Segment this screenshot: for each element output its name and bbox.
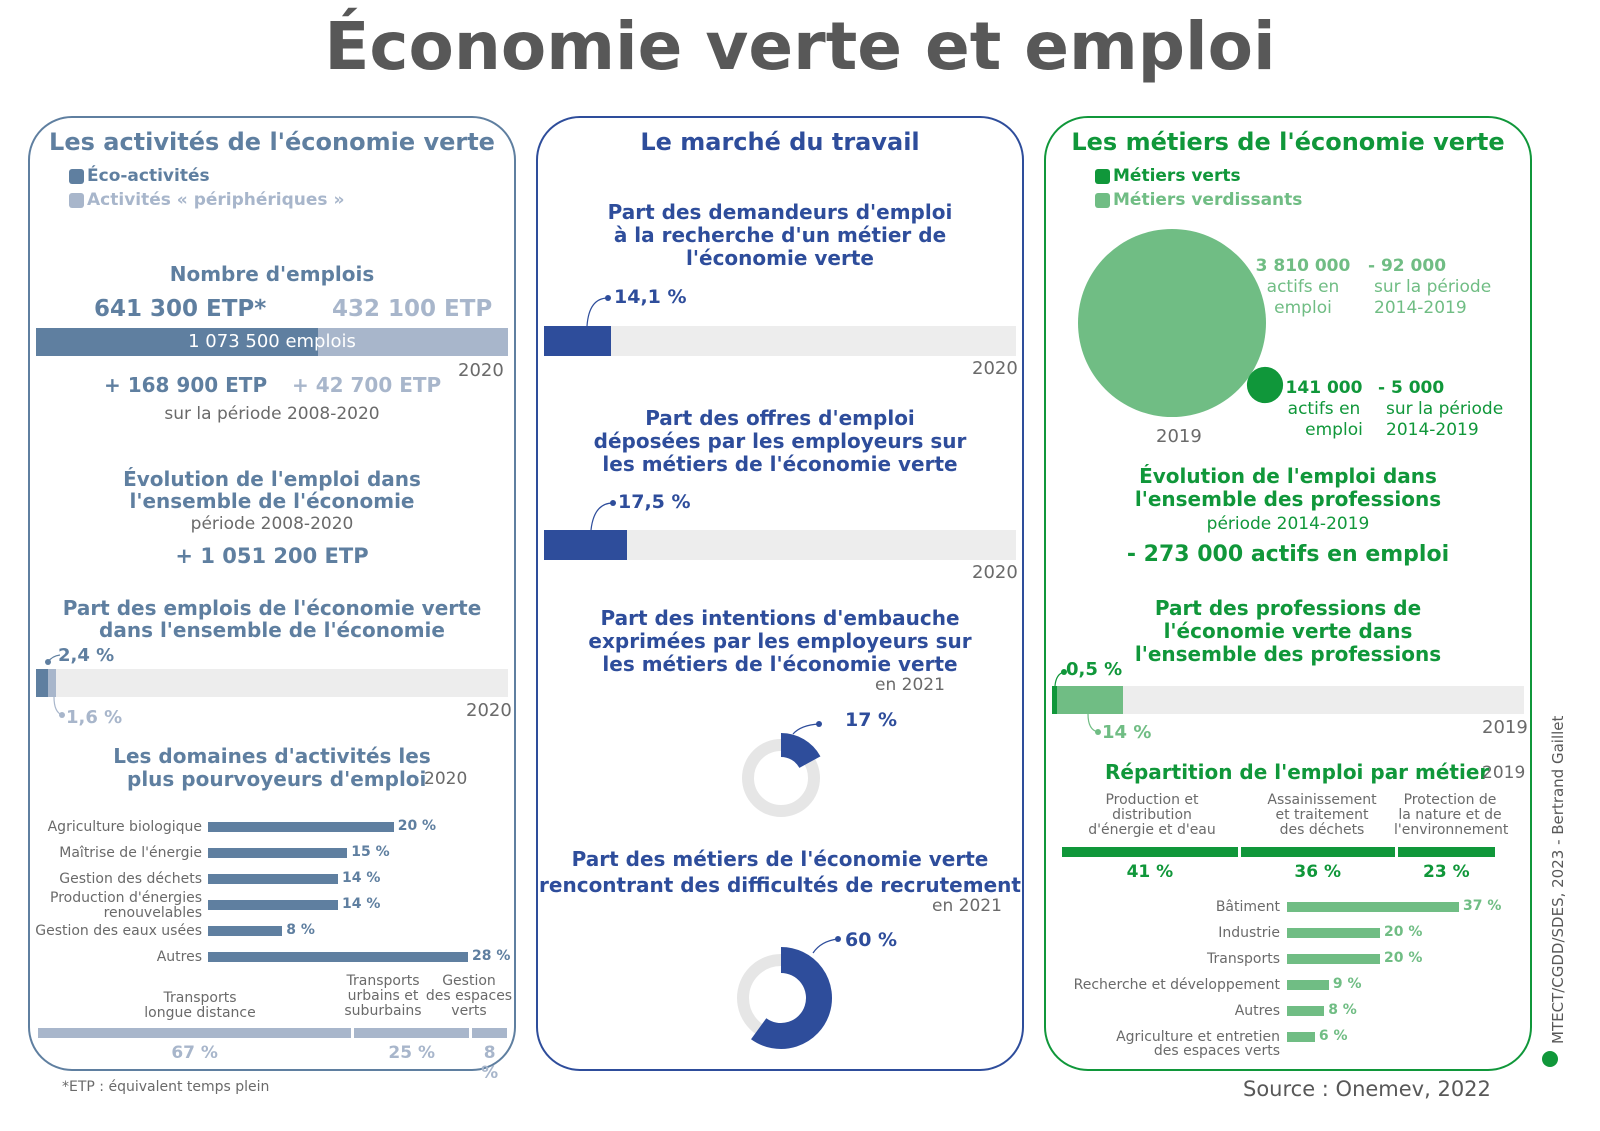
domain-label: Gestion des déchets (59, 871, 202, 887)
domain-label: Maîtrise de l'énergie (59, 845, 202, 861)
r-share-verts-label: 0,5 % (1066, 659, 1123, 680)
domain-value: 14 % (342, 870, 381, 886)
verts-change-l1: sur la période (1386, 399, 1504, 419)
offers-heading-l1: Part des offres d'emploi (645, 406, 915, 430)
share-track (36, 669, 508, 697)
repartition-label-0-l2: distribution (1112, 807, 1192, 823)
middle-title: Le marché du travail (640, 128, 920, 156)
domain-bar (208, 874, 338, 884)
jobs-peri-label: 432 100 ETP (332, 296, 493, 322)
transport-bar (38, 1028, 351, 1038)
legend-verts-label: Métiers verts (1113, 166, 1241, 186)
seekers-year: 2020 (972, 358, 1018, 379)
verts-value: 141 000 (1285, 378, 1363, 398)
sector-value: 9 % (1332, 976, 1362, 992)
transport-label-2-l2: des espaces (425, 988, 513, 1004)
jobs-eco-label: 641 300 ETP* (94, 296, 267, 322)
domains-year: 2020 (424, 769, 468, 789)
evolution-value: + 1 051 200 ETP (175, 544, 369, 568)
repartition-label-2 (1394, 792, 1509, 838)
transport-value: 67 % (171, 1043, 218, 1063)
repartition-label-1-l1: Assainissement (1267, 792, 1377, 808)
jobs-year: 2020 (458, 360, 504, 381)
r-evolution-heading-1: Évolution de l'emploi dans (1139, 464, 1437, 488)
sector-value: 20 % (1383, 950, 1423, 966)
repartition-label-0-l3: d'énergie et d'eau (1088, 822, 1216, 838)
sector-bar (1287, 928, 1380, 938)
transport-label-1-l1: Transports (346, 973, 420, 989)
verdissants-stats (1248, 256, 1358, 319)
sector-label: Transports (1207, 951, 1280, 967)
legend-swatch-verdissants (1095, 193, 1110, 208)
right-title: Les métiers de l'économie verte (1071, 128, 1505, 156)
repartition-label-0-l1: Production et (1105, 792, 1199, 808)
seekers-leader (575, 288, 615, 328)
transport-label-2 (422, 974, 516, 1019)
share-heading-2: dans l'ensemble de l'économie (99, 618, 445, 642)
transport-label-1 (335, 974, 431, 1019)
domain-value: 20 % (397, 818, 437, 834)
sector-label: Recherche et développement (1073, 977, 1280, 993)
domains-heading-2: plus pourvoyeurs d'emploi (127, 767, 427, 791)
repartition-label-2-l2: la nature et de (1398, 807, 1502, 823)
legend-swatch-peri (69, 193, 84, 208)
repartition-value: 23 % (1423, 862, 1470, 882)
hiring-heading-l2: exprimées par les employeurs sur (588, 629, 972, 653)
offers-label: 17,5 % (618, 491, 691, 513)
repartition-value: 41 % (1126, 862, 1174, 882)
verts-change (1378, 378, 1503, 441)
transport-label-1-l3: suburbains (344, 1003, 422, 1019)
repartition-label-2-l1: Protection de (1403, 792, 1497, 808)
verts-stats (1272, 378, 1376, 441)
r-share-heading-l1: Part des professions de (1154, 596, 1422, 620)
sector-bar (1287, 1032, 1315, 1042)
offers-bar (544, 530, 627, 560)
r-evolution-value: - 273 000 actifs en emploi (1126, 542, 1450, 567)
transport-label-0-l2: longue distance (144, 1005, 256, 1021)
repartition-label-1 (1252, 793, 1392, 838)
repartition-heading: Répartition de l'emploi par métier (1105, 760, 1490, 784)
source: Source : Onemev, 2022 (1243, 1077, 1491, 1101)
hiring-heading-l1: Part des intentions d'embauche (600, 606, 960, 630)
transport-label-0 (120, 991, 280, 1021)
domain-label: Agriculture biologique (47, 819, 202, 835)
sector-bar (1287, 980, 1329, 990)
domain-bar (208, 900, 338, 910)
offers-heading (536, 407, 1024, 476)
jobs-heading: Nombre d'emplois (169, 262, 375, 286)
verdissants-change-l2: 2014-2019 (1374, 298, 1467, 318)
jobs-bar (36, 328, 508, 356)
verdissants-change (1368, 256, 1491, 319)
domain-value: 8 % (286, 922, 315, 938)
domains-heading-1: Les domaines d'activités les (113, 744, 431, 768)
r-evolution-period: période 2014-2019 (1206, 514, 1370, 534)
verts-change-l2: 2014-2019 (1386, 420, 1479, 440)
domain-value: 15 % (351, 844, 390, 860)
sector-label: Agriculture et entretien des espaces verts (1116, 1029, 1280, 1059)
verts-l1: actifs en (1287, 399, 1361, 419)
verdissants-l1: actifs en (1266, 277, 1340, 297)
offers-heading-l3: les métiers de l'économie verte (602, 452, 958, 476)
hiring-donut (731, 718, 831, 818)
sector-value: 8 % (1328, 1002, 1357, 1018)
seekers-heading-l2: à la recherche d'un métier de (613, 223, 947, 247)
sector-label: Autres (1234, 1003, 1280, 1019)
hiring-heading (536, 607, 1024, 676)
jobs-peri-change: + 42 700 ETP (292, 373, 442, 397)
domain-value: 28 % (472, 948, 511, 964)
seekers-track (544, 326, 1016, 356)
evolution-heading-1: Évolution de l'emploi dans (123, 467, 421, 491)
legend-verdissants-label: Métiers verdissants (1113, 190, 1303, 210)
transport-value: 8 % (481, 1043, 499, 1083)
hiring-heading-l3: les métiers de l'économie verte (602, 652, 958, 676)
repartition-bar (1398, 847, 1495, 857)
transport-label-0-l1: Transports (163, 990, 237, 1006)
evolution-heading-2: l'ensemble de l'économie (129, 489, 415, 513)
repartition-bar (1241, 847, 1395, 857)
difficulty-heading-l1: Part des métiers de l'économie verte (571, 847, 989, 871)
sector-value: 6 % (1318, 1028, 1348, 1044)
share-peri-label: 1,6 % (66, 707, 123, 728)
r-share-heading-l3: l'ensemble des professions (1134, 642, 1442, 666)
sector-bar (1287, 954, 1380, 964)
left-title: Les activités de l'économie verte (49, 128, 495, 156)
difficulty-donut-slice (759, 960, 819, 1036)
share-heading-1: Part des emplois de l'économie verte (62, 596, 482, 620)
sector-value: 37 % (1463, 898, 1502, 914)
difficulty-label: 60 % (845, 929, 898, 951)
verts-l2: emploi (1305, 420, 1363, 440)
bubbles-year: 2019 (1156, 426, 1202, 447)
transport-value: 25 % (388, 1043, 436, 1063)
transport-label-2-l3: verts (451, 1003, 487, 1019)
offers-leader (578, 494, 618, 534)
domain-bar (208, 822, 394, 832)
verts-change-value: - 5 000 (1378, 378, 1445, 398)
difficulty-year: en 2021 (932, 896, 1002, 916)
r-share-verdissants-label: 14 % (1102, 722, 1152, 743)
difficulty-heading (536, 846, 1024, 898)
transport-label-2-l1: Gestion (442, 973, 496, 989)
domain-bar (208, 952, 468, 962)
sector-label: Bâtiment (1215, 899, 1280, 915)
r-evolution-heading-2: l'ensemble des professions (1134, 487, 1442, 511)
seekers-heading-l3: l'économie verte (686, 246, 874, 270)
share-eco-label: 2,4 % (58, 645, 115, 666)
seekers-heading (536, 201, 1024, 270)
legend-eco-label: Éco-activités (87, 166, 210, 186)
jobs-bar-total-label: 1 073 500 emplois (188, 331, 356, 352)
r-share-heading-l2: l'économie verte dans (1163, 619, 1413, 643)
repartition-label-0 (1070, 793, 1234, 838)
share-year: 2020 (466, 700, 512, 721)
transport-bar (472, 1028, 507, 1038)
verdissants-change-value: - 92 000 (1368, 256, 1447, 276)
footnote: *ETP : équivalent temps plein (62, 1079, 270, 1095)
domain-label: Production d'énergies renouvelables (50, 890, 202, 921)
repartition-label-1-l2: et traitement (1275, 807, 1369, 823)
r-share-heading (1044, 597, 1532, 666)
repartition-label-1-l3: des déchets (1279, 822, 1365, 838)
repartition-value: 36 % (1294, 862, 1342, 882)
bubble-verdissants (1078, 229, 1266, 417)
page-title: Économie verte et emploi (324, 8, 1276, 85)
domain-label: Autres (156, 949, 202, 965)
repartition-year: 2019 (1482, 763, 1526, 783)
hiring-donut-slice (781, 745, 810, 762)
domain-bar (208, 926, 282, 936)
sector-label: Industrie (1218, 925, 1280, 941)
domain-label: Gestion des eaux usées (35, 923, 202, 939)
sector-bar (1287, 902, 1459, 912)
credit: MTECT/CGDD/SDES, 2023 - Bertrand Gaillet (1549, 715, 1567, 1044)
credit-dot (1542, 1051, 1558, 1067)
domain-bar (208, 848, 347, 858)
seekers-label: 14,1 % (614, 286, 687, 308)
hiring-year: en 2021 (875, 675, 945, 695)
offers-heading-l2: déposées par les employeurs sur (593, 429, 967, 453)
jobs-period: sur la période 2008-2020 (164, 404, 380, 424)
r-share-year: 2019 (1482, 717, 1528, 738)
domain-value: 14 % (342, 896, 381, 912)
difficulty-heading-l2: rencontrant des difficultés de recrutement (539, 873, 1021, 897)
legend-peri-label: Activités « périphériques » (87, 190, 345, 210)
seekers-heading-l1: Part des demandeurs d'emploi (607, 200, 953, 224)
offers-year: 2020 (972, 562, 1018, 583)
verdissants-l2: emploi (1274, 298, 1332, 318)
legend-swatch-verts (1095, 169, 1110, 184)
sector-bar (1287, 1006, 1324, 1016)
legend-swatch-eco (69, 169, 84, 184)
transport-bar (354, 1028, 469, 1038)
verdissants-value: 3 810 000 (1255, 256, 1351, 276)
repartition-bar (1062, 847, 1238, 857)
sector-value: 20 % (1383, 924, 1423, 940)
repartition-label-2-l3: l'environnement (1394, 822, 1509, 838)
transport-label-1-l2: urbains et (347, 988, 419, 1004)
evolution-period: période 2008-2020 (190, 514, 354, 534)
seekers-bar (544, 326, 611, 356)
difficulty-donut (731, 927, 851, 1057)
verdissants-change-l1: sur la période (1374, 277, 1492, 297)
bubbles (1070, 225, 1290, 425)
hiring-label: 17 % (845, 709, 898, 731)
jobs-eco-change: + 168 900 ETP (104, 373, 268, 397)
